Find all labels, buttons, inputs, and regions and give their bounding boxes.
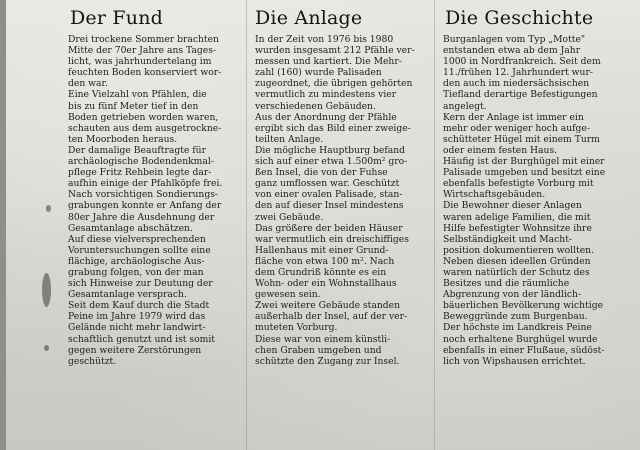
text-die-geschichte: Burganlagen vom Typ „Motte" entstanden etwa ab dem Jahr 1000 in Nordfrankreich. Seit dem 11./frühen 12. Jahrhundert wur- den auch im niedersächsischen Tiefland derartige Befestigungen angelegt. Kern der Anlage ist immer ein mehr oder weniger hoch aufge- schütteter Hügel mit einem Turm oder einem festen Haus. Häufig ist der Burghügel mit einer Palisade umgeben und besitzt eine ebenfalls befestigte Vorburg mit Wirtschaftsgebäuden. Die Bewohner dieser Anlagen waren adelige Familien, die mit Hilfe befestigter Wohnsitze ihre Selbständigkeit und Macht- position dokumentieren wollten. Neben diesen ideellen Gründen waren natürlich der Schutz des Besitzes und die räumliche Abgrenzung von der ländlich- bäuerlichen Bevölkerung wichtige Beweggründe zum Burgenbau. Der höchste im Landkreis Peine noch erhaltene Burghügel wurde ebenfalls in einer Flußaue, südöst- lich von Wipshausen errichtet. [443, 34, 606, 367]
column-die-anlage [255, 0, 423, 450]
heading-die-anlage: Die Anlage [255, 7, 363, 29]
column-divider [434, 0, 435, 450]
text-die-anlage: In der Zeit von 1976 bis 1980 wurden insgesamt 212 Pfähle ver- messen und kartiert. Die Mehr- zahl (160) wurde Palisaden zugeordnet, die übrigen gehörten vermutlich zu mindestens vier verschiedenen Gebäuden. Aus der Anordnung der Pfähle ergibt sich das Bild einer zweige- teilten Anlage. Die mögliche Hauptburg befand sich auf einer etwa 1.500m² gro- ßen Insel, die von der Fuhse ganz umflossen war. Geschützt von einer ovalen Palisade, stan- den auf dieser Insel mindestens zwei Gebäude. Das größere der beiden Häuser war vermutlich ein dreischiffiges Hallenhaus mit einer Grund- fläche von etwa 100 m². Nach dem Grundriß könnte es ein Wohn- oder ein Wohnstallhaus gewesen sein. Zwei weitere Gebäude standen außerhalb der Insel, auf der ver- muteten Vorburg. Diese war von einem künstli- chen Graben umgeben und schützte den Zugang zur Insel. [255, 34, 415, 367]
dirt-stain [46, 205, 51, 212]
dirt-stain [44, 345, 49, 351]
heading-die-geschichte: Die Geschichte [445, 7, 594, 29]
heading-der-fund: Der Fund [70, 7, 164, 29]
column-der-fund [68, 0, 240, 450]
dirt-stain [42, 273, 51, 307]
column-die-geschichte [443, 0, 640, 450]
column-divider [246, 0, 247, 450]
text-der-fund: Drei trockene Sommer brachten Mitte der 70er Jahre ans Tages- licht, was jahrhundertelang im feuchten Boden konserviert wor- den war. Eine Vielzahl von Pfählen, die bis zu fünf Meter tief in den Boden getrieben worden waren, schauten aus dem ausgetrockne- ten Moorboden heraus. Der damalige Beauftragte für archäologische Bodendenkmal- pflege Fritz Rehbein legte dar- aufhin einige der Pfahlköpfe frei. Nach vorsichtigen Sondierungs- grabungen konnte er Anfang der 80er Jahre die Ausdehnung der Gesamtanlage abschätzen. Auf diese vielversprechenden Voruntersuchungen sollte eine flächige, archäologische Aus- grabung folgen, von der man sich Hinweise zur Deutung der Gesamtanlage versprach. Seit dem Kauf durch die Stadt Peine im Jahre 1979 wird das Gelände nicht mehr landwirt- schaftlich genutzt und ist somit gegen weitere Zerstörungen geschützt. [68, 34, 223, 367]
